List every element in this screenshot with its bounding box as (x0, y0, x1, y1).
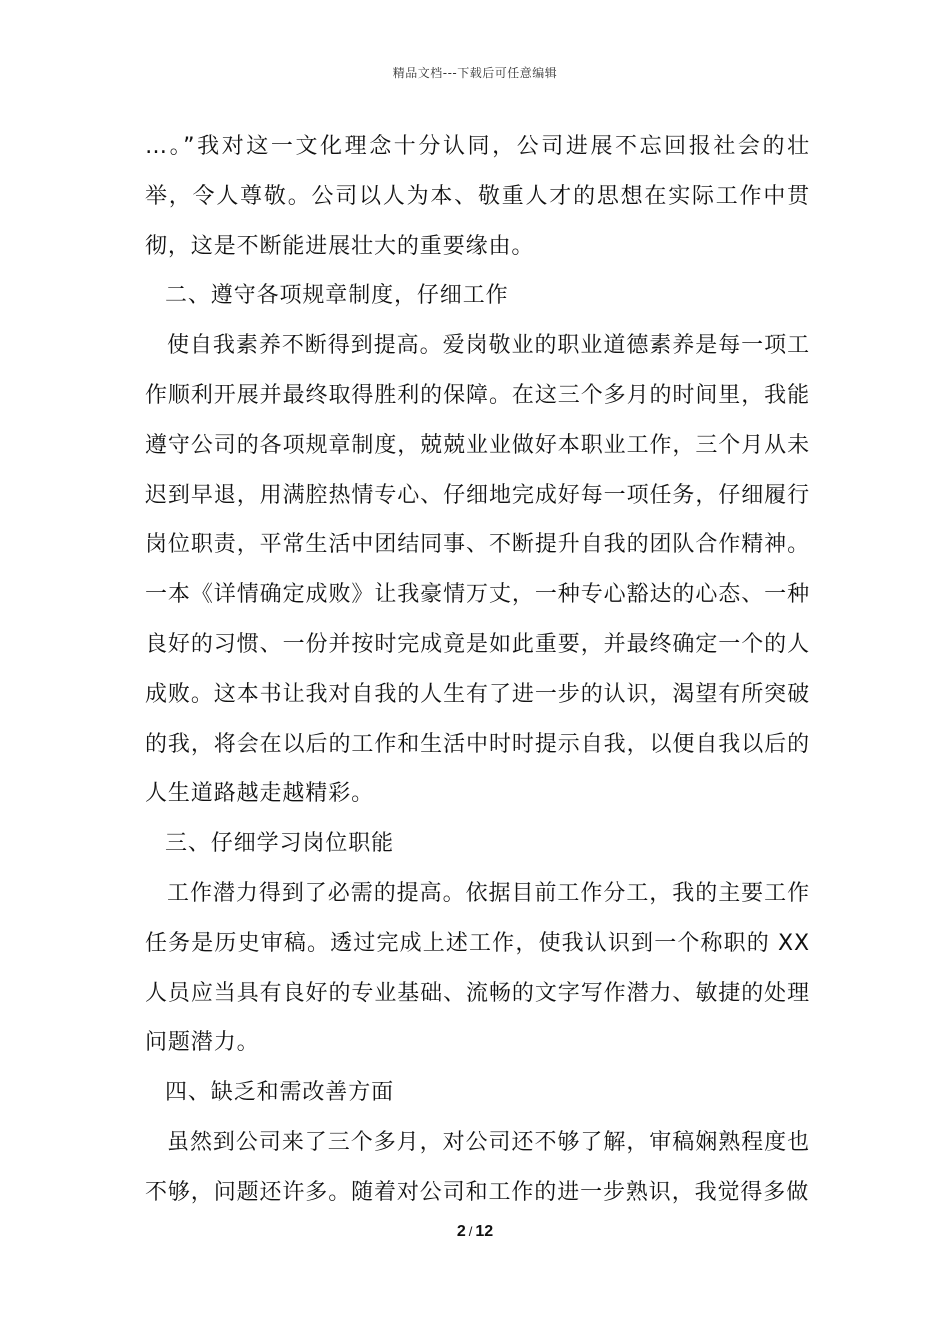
section-heading-2: 二、遵守各项规章制度，仔细工作 (165, 283, 509, 309)
total-pages-number: 12 (475, 1223, 494, 1240)
section-heading-4: 四、缺乏和需改善方面 (165, 1080, 395, 1106)
page-separator: / (468, 1224, 473, 1239)
paragraph-4: 虽然到公司来了三个多月，对公司还不够了解，审稿娴熟程度也不够，问题还许多。随着对公司和工作的进一步熟识，我觉得多做 (145, 1129, 810, 1205)
section-heading-3: 三、仔细学习岗位职能 (165, 831, 395, 857)
paragraph-2: 使自我素养不断得到提高。爱岗敬业的职业道德素养是每一项工作顺利开展并最终取得胜利的保障。在这三个多月的时间里，我能遵守公司的各项规章制度，兢兢业业做好本职业工作，三个月从未迟到早退，用满腔热情专心、仔细地完成好每一项任务，仔细履行岗位职责，平常生活中团结同事、不断提升自我的团队合作精神。一本《详情确定成败》让我豪情万丈，一种专心豁达的心态、一种良好的习惯、一份并按时完成竟是如此重要，并最终确定一个的人成败。这本书让我对自我的人生有了进一步的认识，渴望有所突破的我，将会在以后的工作和生活中时时提示自我，以便自我以后的人生道路越走越精彩。 (145, 333, 810, 807)
page-header: 精品文档---下载后可任意编辑 (392, 66, 558, 80)
page-number (0, 1223, 950, 1241)
document-body (145, 122, 810, 1218)
current-page-number: 2 (456, 1223, 466, 1240)
paragraph-1: …。”我对这一文化理念十分认同，公司进展不忘回报社会的壮举，令人尊敬。公司以人为本、敬重人才的思想在实际工作中贯彻，这是不断能进展壮大的重要缘由。 (145, 134, 810, 259)
paragraph-3: 工作潜力得到了必需的提高。依据目前工作分工，我的主要工作任务是历史审稿。透过完成上述工作，使我认识到一个称职的 XX 人员应当具有良好的专业基础、流畅的文字写作潜力、敏捷的处理问题潜力。 (145, 880, 810, 1056)
